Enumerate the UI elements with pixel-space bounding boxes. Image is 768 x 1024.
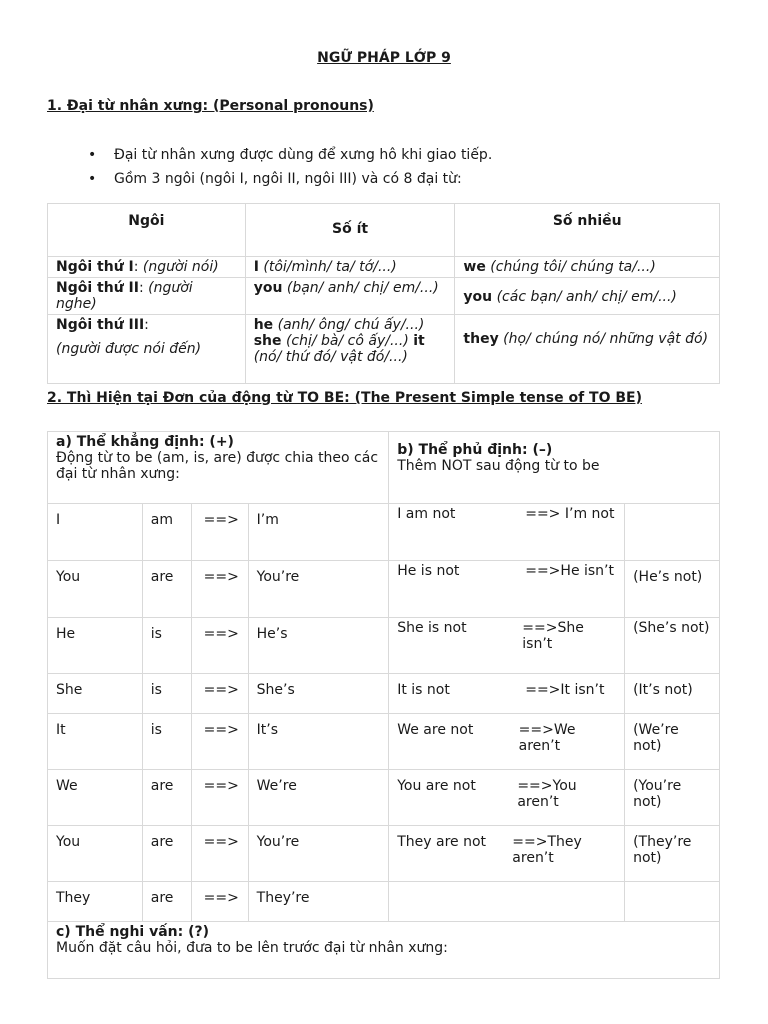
header-singular: Số ít [245, 204, 455, 257]
table-row [48, 770, 720, 826]
arrow-cell: ==> [191, 770, 248, 826]
contraction-cell: She’s [248, 674, 389, 714]
singular-cell: I (tôi/mình/ ta/ tớ/...) [245, 257, 455, 278]
negative-short-cell: (She’s not) [625, 618, 720, 674]
pronoun-cell: They [48, 882, 143, 922]
arrow-cell: ==> [191, 714, 248, 770]
negative-cell: They are not ==>They aren’t [389, 826, 625, 882]
interrogative-title: c) Thể nghi vấn: (?) [56, 924, 210, 940]
plural-cell: you (các bạn/ anh/ chị/ em/...) [455, 278, 720, 315]
table-row [48, 826, 720, 882]
interrogative-section [48, 922, 720, 979]
verb-cell: are [142, 561, 191, 618]
pronoun-cell: He [48, 618, 143, 674]
verb-cell: is [142, 714, 191, 770]
pronoun-cell: We [48, 770, 143, 826]
table-row [48, 504, 720, 561]
interrogative-description: Muốn đặt câu hỏi, đưa to be lên trước đại từ nhân xưng: [56, 940, 448, 956]
negative-short-cell: (He’s not) [625, 561, 720, 618]
person-cell: Ngôi thứ I: (người nói) [48, 257, 246, 278]
negative-section [389, 432, 720, 504]
negative-cell: He is not ==>He isn’t [389, 561, 625, 618]
contraction-cell: You’re [248, 826, 389, 882]
verb-cell: are [142, 882, 191, 922]
section2-heading: 2. Thì Hiện tại Đơn của động từ TO BE: (The Present Simple tense of TO BE) [47, 390, 642, 406]
singular-cell: you (bạn/ anh/ chị/ em/...) [245, 278, 455, 315]
table-row [48, 618, 720, 674]
negative-short-cell [625, 504, 720, 561]
person-cell: Ngôi thứ II: (người nghe) [48, 278, 246, 315]
negative-description: Thêm NOT sau động từ to be [397, 458, 600, 474]
verb-cell: am [142, 504, 191, 561]
table-row [48, 674, 720, 714]
pronoun-cell: You [48, 561, 143, 618]
negative-short-cell: (We’re not) [625, 714, 720, 770]
arrow-cell: ==> [191, 674, 248, 714]
arrow-cell: ==> [191, 826, 248, 882]
contraction-cell: I’m [248, 504, 389, 561]
plural-cell: they (họ/ chúng nó/ những vật đó) [455, 315, 720, 384]
pronoun-cell: She [48, 674, 143, 714]
person-cell: Ngôi thứ III: (người được nói đến) [48, 315, 246, 384]
negative-short-cell [625, 882, 720, 922]
plural-cell: we (chúng tôi/ chúng ta/...) [455, 257, 720, 278]
negative-short-cell: (They’re not) [625, 826, 720, 882]
affirmative-title: a) Thể khẳng định: (+) [56, 434, 234, 450]
header-plural: Số nhiều [455, 204, 720, 257]
verb-cell: are [142, 770, 191, 826]
arrow-cell: ==> [191, 504, 248, 561]
verb-cell: are [142, 826, 191, 882]
negative-cell: I am not ==> I’m not [389, 504, 625, 561]
contraction-cell: We’re [248, 770, 389, 826]
singular-cell: he (anh/ ông/ chú ấy/...) she (chị/ bà/ cô ấy/...) it (nó/ thứ đó/ vật đó/...) [245, 315, 455, 384]
negative-cell: It is not ==>It isn’t [389, 674, 625, 714]
negative-short-cell: (You’re not) [625, 770, 720, 826]
contraction-cell: You’re [248, 561, 389, 618]
verb-cell: is [142, 618, 191, 674]
table-row [48, 561, 720, 618]
pronoun-table [47, 203, 720, 384]
arrow-cell: ==> [191, 882, 248, 922]
bullet-item: • Gồm 3 ngôi (ngôi I, ngôi II, ngôi III) và có 8 đại từ: [88, 170, 492, 194]
header-person: Ngôi [48, 204, 246, 257]
arrow-cell: ==> [191, 561, 248, 618]
arrow-cell: ==> [191, 618, 248, 674]
affirmative-section [48, 432, 389, 504]
contraction-cell: They’re [248, 882, 389, 922]
contraction-cell: He’s [248, 618, 389, 674]
verb-cell: is [142, 674, 191, 714]
negative-short-cell: (It’s not) [625, 674, 720, 714]
section1-bullet-list [88, 146, 492, 194]
section1-heading: 1. Đại từ nhân xưng: (Personal pronouns) [47, 98, 374, 114]
pronoun-cell: It [48, 714, 143, 770]
pronoun-cell: I [48, 504, 143, 561]
document-title: NGỮ PHÁP LỚP 9 [317, 50, 451, 66]
contraction-cell: It’s [248, 714, 389, 770]
pronoun-cell: You [48, 826, 143, 882]
negative-cell: We are not ==>We aren’t [389, 714, 625, 770]
negative-cell [389, 882, 625, 922]
to-be-table [47, 431, 720, 979]
affirmative-description: Động từ to be (am, is, are) được chia theo các đại từ nhân xưng: [56, 450, 379, 482]
table-row [48, 714, 720, 770]
bullet-item: • Đại từ nhân xưng được dùng để xưng hô khi giao tiếp. [88, 146, 492, 170]
negative-cell: She is not ==>She isn’t [389, 618, 625, 674]
negative-cell: You are not ==>You aren’t [389, 770, 625, 826]
table-row [48, 882, 720, 922]
negative-title: b) Thể phủ định: (–) [397, 442, 553, 458]
